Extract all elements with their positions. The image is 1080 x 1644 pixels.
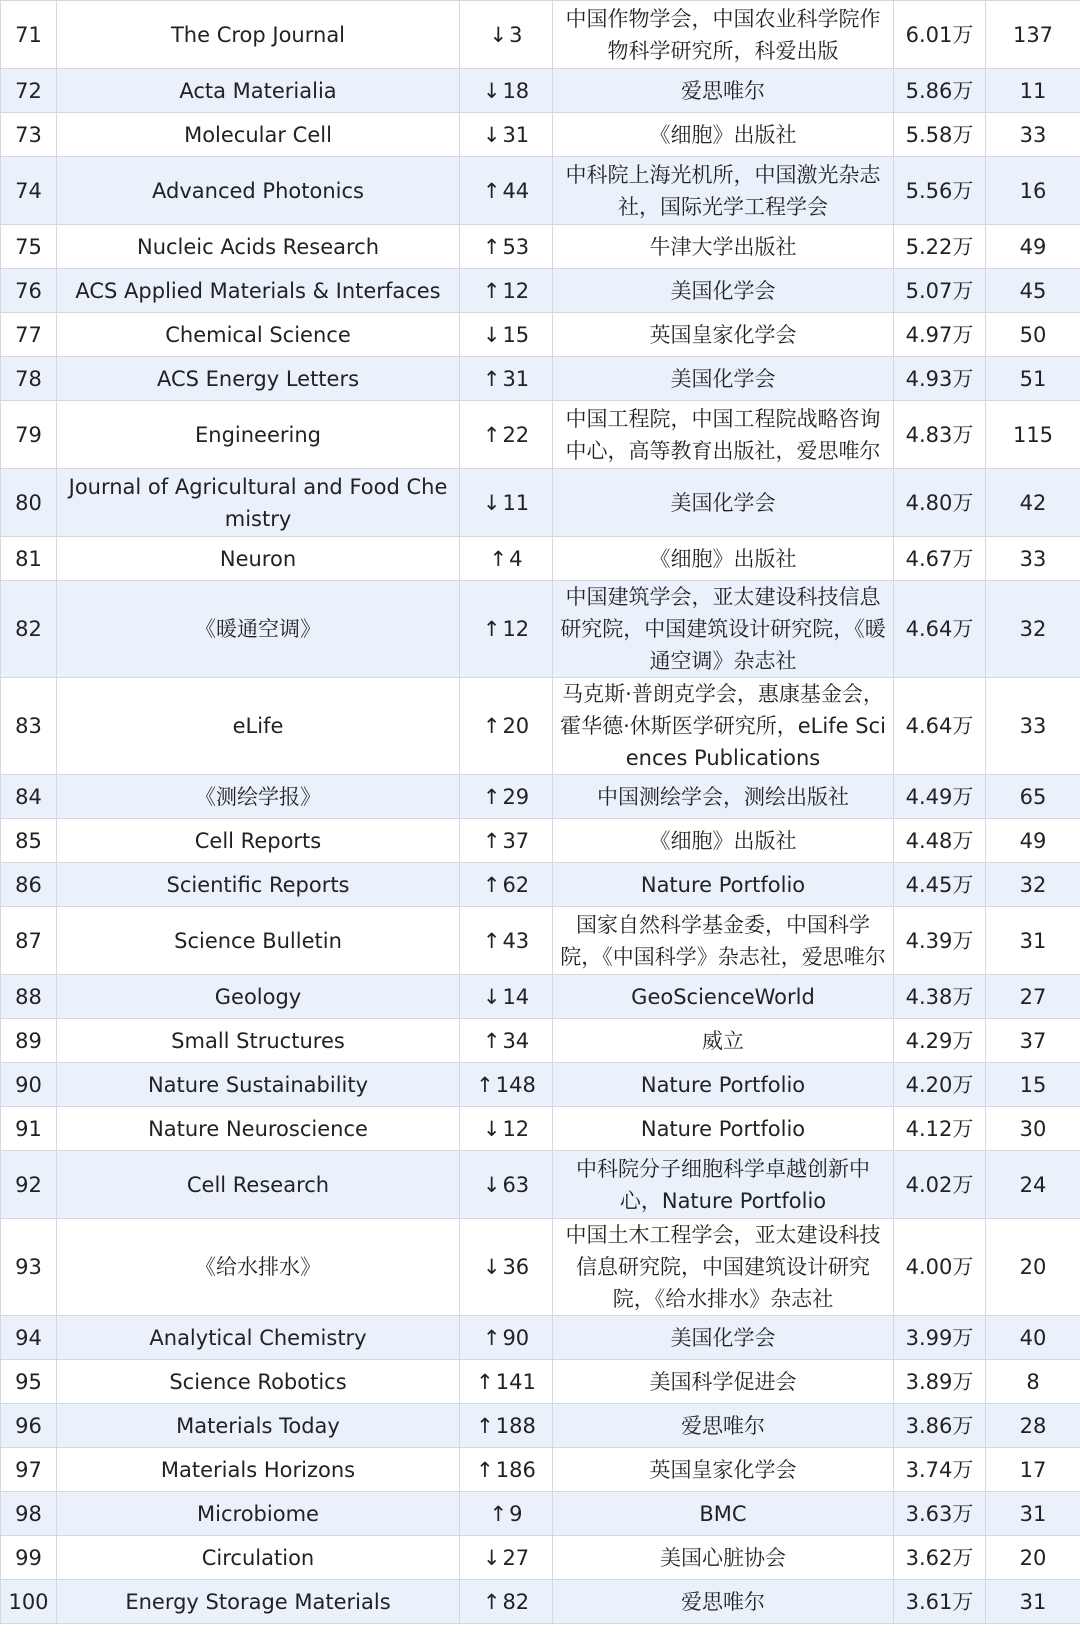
arrow-down-icon: ↓ [482, 1116, 501, 1141]
journal-name-cell: Chemical Science [57, 313, 460, 357]
publisher-cell: 中国工程院，中国工程院战略咨询中心，高等教育出版社，爱思唯尔 [553, 401, 894, 469]
journal-name-cell: Circulation [57, 1536, 460, 1580]
journal-name-cell: Materials Horizons [57, 1448, 460, 1492]
table-row [1, 1492, 1080, 1536]
rank-change-cell [460, 1, 553, 69]
publisher-cell: 中国作物学会，中国农业科学院作物科学研究所，科爱出版 [553, 1, 894, 69]
arrow-up-icon: ↑ [482, 928, 501, 953]
value-cell: 3.89万 [894, 1360, 986, 1404]
rank-cell: 90 [1, 1063, 57, 1107]
publisher-cell: Nature Portfolio [553, 863, 894, 907]
count-cell: 49 [986, 819, 1080, 863]
arrow-down-icon: ↓ [482, 78, 501, 103]
publisher-cell: 美国化学会 [553, 1316, 894, 1360]
value-cell: 4.12万 [894, 1107, 986, 1151]
publisher-cell: 英国皇家化学会 [553, 313, 894, 357]
journal-name-cell: Analytical Chemistry [57, 1316, 460, 1360]
count-cell: 49 [986, 225, 1080, 269]
arrow-up-icon: ↑ [476, 1369, 494, 1394]
value-cell: 4.38万 [894, 975, 986, 1019]
count-cell: 115 [986, 401, 1080, 469]
rank-change-value: 20 [502, 714, 530, 738]
journal-name-cell: Microbiome [57, 1492, 460, 1536]
arrow-up-icon: ↑ [482, 1589, 501, 1614]
rank-cell: 83 [1, 678, 57, 775]
rank-change-cell [460, 907, 553, 975]
journal-name-cell: Neuron [57, 537, 460, 581]
value-cell: 6.01万 [894, 1, 986, 69]
rank-change-cell [460, 1316, 553, 1360]
rank-change-value: 53 [502, 234, 530, 259]
rank-cell: 71 [1, 1, 57, 69]
publisher-cell: 国家自然科学基金委，中国科学院，《中国科学》杂志社，爱思唯尔 [553, 907, 894, 975]
rank-cell: 78 [1, 357, 57, 401]
value-cell: 4.80万 [894, 469, 986, 537]
value-cell: 4.00万 [894, 1219, 986, 1316]
publisher-cell: 爱思唯尔 [553, 1404, 894, 1448]
publisher-cell: 《细胞》出版社 [553, 819, 894, 863]
publisher-cell: 中科院上海光机所，中国激光杂志社，国际光学工程学会 [553, 157, 894, 225]
publisher-cell: Nature Portfolio [553, 1063, 894, 1107]
rank-change-value: 3 [509, 22, 523, 47]
value-cell: 3.99万 [894, 1316, 986, 1360]
rank-change-value: 63 [502, 1172, 530, 1197]
table-row [1, 1151, 1080, 1219]
rank-change-cell [460, 1404, 553, 1448]
rank-cell: 88 [1, 975, 57, 1019]
journal-name-cell: Energy Storage Materials [57, 1580, 460, 1624]
rank-cell: 75 [1, 225, 57, 269]
arrow-down-icon: ↓ [482, 1545, 501, 1570]
arrow-up-icon: ↑ [476, 1457, 494, 1482]
arrow-up-icon: ↑ [476, 1413, 494, 1438]
value-cell: 4.20万 [894, 1063, 986, 1107]
rank-cell: 81 [1, 537, 57, 581]
journal-name-cell: ACS Energy Letters [57, 357, 460, 401]
rank-cell: 91 [1, 1107, 57, 1151]
rank-cell: 82 [1, 581, 57, 678]
table-row [1, 863, 1080, 907]
value-cell: 4.97万 [894, 313, 986, 357]
rank-change-value: 90 [502, 1325, 530, 1350]
rank-cell: 73 [1, 113, 57, 157]
arrow-up-icon: ↑ [489, 1501, 508, 1526]
table-row [1, 1063, 1080, 1107]
table-row [1, 678, 1080, 775]
rank-change-cell [460, 1019, 553, 1063]
count-cell: 16 [986, 157, 1080, 225]
count-cell: 32 [986, 863, 1080, 907]
table-row [1, 1404, 1080, 1448]
rank-change-cell [460, 975, 553, 1019]
journal-name-cell: Cell Reports [57, 819, 460, 863]
arrow-up-icon: ↑ [482, 278, 501, 303]
rank-change-cell [460, 157, 553, 225]
value-cell: 4.48万 [894, 819, 986, 863]
rank-change-cell [460, 678, 553, 775]
table-row [1, 469, 1080, 537]
publisher-cell: 中科院分子细胞科学卓越创新中心，Nature Portfolio [553, 1151, 894, 1219]
journal-name-cell: 《测绘学报》 [57, 775, 460, 819]
value-cell: 3.61万 [894, 1580, 986, 1624]
arrow-up-icon: ↑ [482, 617, 501, 641]
rank-change-value: 141 [495, 1369, 536, 1394]
count-cell: 32 [986, 581, 1080, 678]
journal-name-cell: Cell Research [57, 1151, 460, 1219]
count-cell: 37 [986, 1019, 1080, 1063]
count-cell: 65 [986, 775, 1080, 819]
table-row [1, 819, 1080, 863]
value-cell: 5.07万 [894, 269, 986, 313]
journal-name-cell: eLife [57, 678, 460, 775]
table-row [1, 269, 1080, 313]
count-cell: 33 [986, 537, 1080, 581]
journal-name-cell: Engineering [57, 401, 460, 469]
rank-change-cell [460, 1219, 553, 1316]
count-cell: 50 [986, 313, 1080, 357]
publisher-cell: 美国化学会 [553, 469, 894, 537]
table-row [1, 1536, 1080, 1580]
rank-cell: 89 [1, 1019, 57, 1063]
rank-change-cell [460, 1492, 553, 1536]
rank-change-cell [460, 69, 553, 113]
table-row [1, 975, 1080, 1019]
rank-change-value: 11 [502, 490, 530, 515]
count-cell: 31 [986, 1492, 1080, 1536]
rank-cell: 79 [1, 401, 57, 469]
value-cell: 4.39万 [894, 907, 986, 975]
journal-name-cell: 《暖通空调》 [57, 581, 460, 678]
value-cell: 4.93万 [894, 357, 986, 401]
arrow-down-icon: ↓ [489, 22, 508, 47]
rank-change-value: 188 [495, 1413, 536, 1438]
table-row [1, 1580, 1080, 1624]
count-cell: 51 [986, 357, 1080, 401]
value-cell: 4.64万 [894, 581, 986, 678]
rank-change-value: 29 [502, 784, 530, 809]
rank-change-cell [460, 1536, 553, 1580]
count-cell: 31 [986, 1580, 1080, 1624]
rank-change-value: 12 [502, 278, 530, 303]
count-cell: 33 [986, 113, 1080, 157]
count-cell: 28 [986, 1404, 1080, 1448]
table-row [1, 113, 1080, 157]
rank-change-value: 148 [495, 1072, 536, 1097]
journal-name-cell: Journal of Agricultural and Food Chemistry [57, 469, 460, 537]
publisher-cell: 美国科学促进会 [553, 1360, 894, 1404]
value-cell: 4.29万 [894, 1019, 986, 1063]
rank-change-value: 36 [502, 1255, 530, 1279]
arrow-up-icon: ↑ [482, 422, 501, 447]
publisher-cell: 英国皇家化学会 [553, 1448, 894, 1492]
value-cell: 5.86万 [894, 69, 986, 113]
table-row [1, 1316, 1080, 1360]
count-cell: 17 [986, 1448, 1080, 1492]
table-row [1, 907, 1080, 975]
rank-change-value: 27 [502, 1545, 530, 1570]
table-body [1, 1, 1080, 1624]
arrow-up-icon: ↑ [482, 872, 501, 897]
rank-change-cell [460, 581, 553, 678]
rank-cell: 92 [1, 1151, 57, 1219]
arrow-down-icon: ↓ [482, 490, 501, 515]
arrow-up-icon: ↑ [482, 178, 501, 203]
value-cell: 3.62万 [894, 1536, 986, 1580]
rank-change-cell [460, 1448, 553, 1492]
publisher-cell: 牛津大学出版社 [553, 225, 894, 269]
count-cell: 20 [986, 1536, 1080, 1580]
rank-change-cell [460, 401, 553, 469]
value-cell: 4.64万 [894, 678, 986, 775]
count-cell: 31 [986, 907, 1080, 975]
value-cell: 5.56万 [894, 157, 986, 225]
publisher-cell: 《细胞》出版社 [553, 537, 894, 581]
publisher-cell: 《细胞》出版社 [553, 113, 894, 157]
arrow-down-icon: ↓ [482, 1255, 501, 1279]
rank-cell: 96 [1, 1404, 57, 1448]
publisher-cell: 中国土木工程学会，亚太建设科技信息研究院，中国建筑设计研究院，《给水排水》杂志社 [553, 1219, 894, 1316]
table-row [1, 357, 1080, 401]
rank-cell: 95 [1, 1360, 57, 1404]
value-cell: 3.63万 [894, 1492, 986, 1536]
value-cell: 5.22万 [894, 225, 986, 269]
rank-change-cell [460, 1580, 553, 1624]
publisher-cell: GeoScienceWorld [553, 975, 894, 1019]
count-cell: 40 [986, 1316, 1080, 1360]
rank-change-value: 4 [509, 546, 523, 571]
arrow-down-icon: ↓ [482, 1172, 501, 1197]
rank-cell: 72 [1, 69, 57, 113]
arrow-down-icon: ↓ [482, 322, 501, 347]
rank-cell: 76 [1, 269, 57, 313]
journal-name-cell: 《给水排水》 [57, 1219, 460, 1316]
journal-name-cell: Science Bulletin [57, 907, 460, 975]
rank-change-cell [460, 113, 553, 157]
publisher-cell: 中国建筑学会，亚太建设科技信息研究院，中国建筑设计研究院，《暖通空调》杂志社 [553, 581, 894, 678]
table-row [1, 1107, 1080, 1151]
rank-cell: 94 [1, 1316, 57, 1360]
value-cell: 3.86万 [894, 1404, 986, 1448]
value-cell: 5.58万 [894, 113, 986, 157]
rank-cell: 80 [1, 469, 57, 537]
journal-name-cell: Materials Today [57, 1404, 460, 1448]
rank-change-value: 34 [502, 1028, 530, 1053]
journal-name-cell: The Crop Journal [57, 1, 460, 69]
count-cell: 11 [986, 69, 1080, 113]
table-row [1, 537, 1080, 581]
rank-change-cell [460, 1151, 553, 1219]
rank-change-value: 15 [502, 322, 530, 347]
rank-change-cell [460, 819, 553, 863]
table-row [1, 69, 1080, 113]
table-row [1, 1360, 1080, 1404]
count-cell: 45 [986, 269, 1080, 313]
arrow-down-icon: ↓ [482, 122, 501, 147]
publisher-cell: 中国测绘学会，测绘出版社 [553, 775, 894, 819]
journal-name-cell: Small Structures [57, 1019, 460, 1063]
count-cell: 42 [986, 469, 1080, 537]
table-row [1, 401, 1080, 469]
journal-name-cell: Nucleic Acids Research [57, 225, 460, 269]
table-row [1, 581, 1080, 678]
rank-cell: 84 [1, 775, 57, 819]
rank-change-cell [460, 357, 553, 401]
rank-change-value: 31 [502, 366, 530, 391]
arrow-up-icon: ↑ [489, 546, 508, 571]
table-row [1, 313, 1080, 357]
rank-change-cell [460, 269, 553, 313]
rank-change-cell [460, 537, 553, 581]
journal-name-cell: ACS Applied Materials & Interfaces [57, 269, 460, 313]
arrow-down-icon: ↓ [482, 984, 501, 1009]
journal-name-cell: Molecular Cell [57, 113, 460, 157]
publisher-cell: 美国心脏协会 [553, 1536, 894, 1580]
value-cell: 4.49万 [894, 775, 986, 819]
rank-change-value: 44 [502, 178, 530, 203]
rank-change-cell [460, 225, 553, 269]
rank-change-value: 12 [502, 617, 530, 641]
count-cell: 20 [986, 1219, 1080, 1316]
count-cell: 27 [986, 975, 1080, 1019]
count-cell: 15 [986, 1063, 1080, 1107]
journal-name-cell: Advanced Photonics [57, 157, 460, 225]
rank-change-cell [460, 1063, 553, 1107]
rank-change-cell [460, 1107, 553, 1151]
arrow-up-icon: ↑ [482, 714, 501, 738]
rank-change-cell [460, 863, 553, 907]
rank-change-value: 82 [502, 1589, 530, 1614]
arrow-up-icon: ↑ [482, 366, 501, 391]
rank-change-value: 18 [502, 78, 530, 103]
rank-change-cell [460, 313, 553, 357]
rank-change-value: 37 [502, 828, 530, 853]
rank-change-value: 31 [502, 122, 530, 147]
journal-name-cell: Scientific Reports [57, 863, 460, 907]
publisher-cell: 爱思唯尔 [553, 1580, 894, 1624]
count-cell: 24 [986, 1151, 1080, 1219]
rank-change-value: 186 [495, 1457, 536, 1482]
rank-cell: 100 [1, 1580, 57, 1624]
arrow-up-icon: ↑ [482, 1028, 501, 1053]
table-row [1, 1019, 1080, 1063]
rank-cell: 86 [1, 863, 57, 907]
arrow-up-icon: ↑ [482, 828, 501, 853]
rank-change-value: 43 [502, 928, 530, 953]
value-cell: 4.83万 [894, 401, 986, 469]
rank-cell: 97 [1, 1448, 57, 1492]
rank-change-value: 62 [502, 872, 530, 897]
publisher-cell: 美国化学会 [553, 269, 894, 313]
rank-change-cell [460, 775, 553, 819]
rank-cell: 85 [1, 819, 57, 863]
journal-name-cell: Science Robotics [57, 1360, 460, 1404]
arrow-up-icon: ↑ [476, 1072, 494, 1097]
rank-change-cell [460, 469, 553, 537]
journal-name-cell: Nature Sustainability [57, 1063, 460, 1107]
journal-name-cell: Acta Materialia [57, 69, 460, 113]
rank-cell: 74 [1, 157, 57, 225]
arrow-up-icon: ↑ [482, 234, 501, 259]
rank-change-value: 14 [502, 984, 530, 1009]
count-cell: 8 [986, 1360, 1080, 1404]
publisher-cell: 威立 [553, 1019, 894, 1063]
rank-cell: 98 [1, 1492, 57, 1536]
journal-name-cell: Geology [57, 975, 460, 1019]
rank-change-value: 9 [509, 1501, 523, 1526]
publisher-cell: 马克斯·普朗克学会，惠康基金会，霍华德·休斯医学研究所，eLife Sciences Publications [553, 678, 894, 775]
rank-cell: 87 [1, 907, 57, 975]
value-cell: 3.74万 [894, 1448, 986, 1492]
count-cell: 33 [986, 678, 1080, 775]
arrow-up-icon: ↑ [482, 784, 501, 809]
count-cell: 30 [986, 1107, 1080, 1151]
publisher-cell: 美国化学会 [553, 357, 894, 401]
table-row [1, 1448, 1080, 1492]
journal-name-cell: Nature Neuroscience [57, 1107, 460, 1151]
value-cell: 4.45万 [894, 863, 986, 907]
publisher-cell: BMC [553, 1492, 894, 1536]
value-cell: 4.67万 [894, 537, 986, 581]
table-row [1, 775, 1080, 819]
arrow-up-icon: ↑ [482, 1325, 501, 1350]
rank-change-value: 12 [502, 1116, 530, 1141]
table-row [1, 157, 1080, 225]
rank-cell: 99 [1, 1536, 57, 1580]
table-row [1, 225, 1080, 269]
publisher-cell: 爱思唯尔 [553, 69, 894, 113]
rank-change-cell [460, 1360, 553, 1404]
rank-change-value: 22 [502, 422, 530, 447]
publisher-cell: Nature Portfolio [553, 1107, 894, 1151]
rank-cell: 93 [1, 1219, 57, 1316]
count-cell: 137 [986, 1, 1080, 69]
rank-cell: 77 [1, 313, 57, 357]
table-row [1, 1219, 1080, 1316]
value-cell: 4.02万 [894, 1151, 986, 1219]
table-row [1, 1, 1080, 69]
